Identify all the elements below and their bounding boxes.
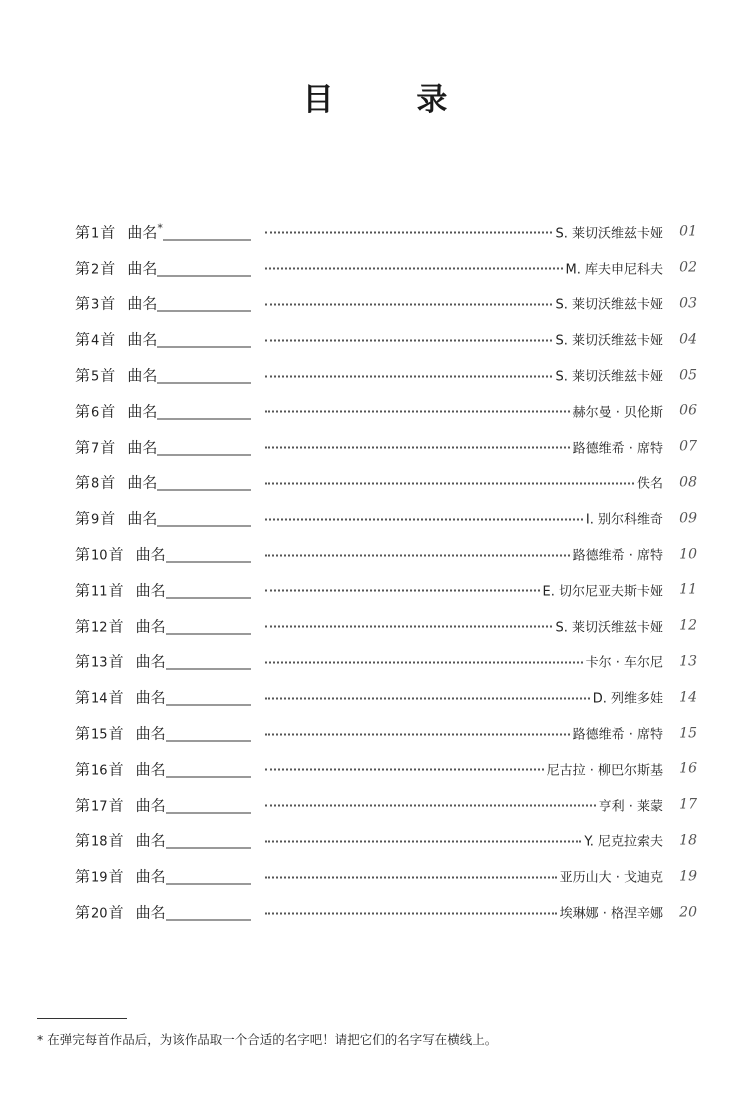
entry-label [75, 651, 251, 672]
composer-name: S. 莱切沃维兹卡娅 [555, 369, 663, 385]
composer-name: S. 莱切沃维兹卡娅 [555, 226, 663, 242]
entry-prefix: 第 [75, 581, 91, 600]
composer-name: Y. 尼克拉索夫 [584, 834, 663, 850]
dot-leader [265, 303, 552, 305]
page-number: 20 [679, 904, 697, 921]
entry-prefix: 第 [75, 796, 91, 815]
entry-suffix: 首 [108, 724, 124, 743]
title-write-in-line[interactable] [166, 764, 251, 777]
title-write-in-line[interactable] [157, 299, 251, 312]
entry-number: 14 [91, 691, 108, 707]
entry-name-label: 曲名 [135, 581, 166, 600]
entry-label [75, 579, 251, 600]
entry-label [75, 687, 251, 708]
entry-number: 18 [91, 834, 108, 850]
entry-prefix: 第 [75, 652, 91, 671]
entry-number: 15 [91, 727, 108, 743]
composer-name: 尼古拉 · 柳巴尔斯基 [546, 763, 663, 779]
page-number: 15 [679, 725, 697, 742]
toc-row[interactable] [75, 357, 697, 393]
entry-leader [265, 616, 697, 635]
entry-number: 20 [91, 906, 108, 922]
entry-suffix: 首 [100, 438, 116, 457]
composer-name: 亨利 · 莱蒙 [598, 799, 663, 815]
entry-label [75, 615, 251, 636]
entry-number: 10 [91, 548, 108, 564]
entry-label [75, 472, 251, 493]
entry-suffix: 首 [108, 796, 124, 815]
entry-leader [265, 688, 697, 707]
page-number: 10 [679, 546, 697, 563]
entry-leader [265, 545, 697, 564]
entry-leader [265, 795, 697, 814]
page-number: 06 [679, 402, 697, 419]
title-write-in-line[interactable] [166, 872, 251, 885]
title-write-in-line[interactable] [157, 478, 251, 491]
title-write-in-line[interactable] [166, 836, 251, 849]
composer-name: 路德维希 · 席特 [572, 441, 663, 457]
entry-suffix: 首 [100, 330, 116, 349]
entry-label [75, 365, 251, 386]
entry-label [75, 329, 251, 350]
toc-row[interactable] [75, 321, 697, 357]
entry-leader [265, 724, 697, 743]
entry-number: 2 [91, 262, 100, 278]
entry-leader [265, 473, 697, 492]
entry-suffix: 首 [108, 688, 124, 707]
title-write-in-line[interactable] [166, 908, 251, 921]
composer-name: 埃琳娜 · 格涅辛娜 [559, 906, 663, 922]
entry-number: 9 [91, 512, 100, 528]
entry-number: 12 [91, 620, 108, 636]
dot-leader [265, 268, 563, 270]
entry-label [75, 293, 251, 314]
dot-leader [265, 590, 540, 592]
entry-name-label: 曲名 [127, 294, 158, 313]
entry-label [75, 400, 251, 421]
composer-name: 佚名 [636, 476, 663, 492]
entry-label [75, 436, 251, 457]
composer-name: I. 别尔科维奇 [585, 512, 663, 528]
title-write-in-line[interactable] [166, 693, 251, 706]
entry-number: 1 [91, 226, 100, 242]
toc-row[interactable] [75, 715, 697, 751]
entry-name-label: 曲名 [127, 223, 158, 242]
entry-suffix: 首 [100, 223, 116, 242]
entry-name-label: 曲名 [135, 903, 166, 922]
page-number: 17 [679, 796, 697, 813]
dot-leader [265, 375, 552, 377]
composer-name: S. 莱切沃维兹卡娅 [555, 297, 663, 313]
entry-number: 13 [91, 655, 108, 671]
footnote-marker: * [157, 221, 163, 235]
entry-number: 17 [91, 799, 108, 815]
entry-prefix: 第 [75, 330, 91, 349]
entry-suffix: 首 [108, 617, 124, 636]
entry-prefix: 第 [75, 724, 91, 743]
entry-leader [265, 903, 697, 922]
entry-label [75, 723, 251, 744]
composer-name: 路德维希 · 席特 [572, 727, 663, 743]
entry-name-label: 曲名 [127, 259, 158, 278]
dot-leader [265, 554, 570, 556]
title-write-in-line[interactable] [166, 657, 251, 670]
entry-name-label: 曲名 [135, 688, 166, 707]
entry-number: 5 [91, 369, 100, 385]
page-number: 03 [679, 295, 697, 312]
entry-name-label: 曲名 [127, 402, 158, 421]
entry-prefix: 第 [75, 259, 91, 278]
toc-row[interactable] [75, 500, 697, 536]
title-write-in-line[interactable] [166, 729, 251, 742]
entry-leader [265, 330, 697, 349]
composer-name: 亚历山大 · 戈迪克 [559, 870, 663, 886]
entry-name-label: 曲名 [127, 509, 158, 528]
dot-leader [265, 697, 590, 699]
page-number: 18 [679, 832, 697, 849]
dot-leader [265, 840, 581, 842]
entry-prefix: 第 [75, 867, 91, 886]
entry-name-label: 曲名 [135, 867, 166, 886]
title-write-in-line[interactable] [157, 263, 251, 276]
page-number: 13 [679, 653, 697, 670]
entry-number: 7 [91, 441, 100, 457]
entry-name-label: 曲名 [135, 617, 166, 636]
entry-prefix: 第 [75, 545, 91, 564]
entry-prefix: 第 [75, 473, 91, 492]
entry-label [75, 902, 251, 923]
entry-suffix: 首 [100, 509, 116, 528]
entry-leader [265, 867, 697, 886]
dot-leader [265, 733, 570, 735]
entry-label [75, 257, 251, 278]
entry-name-label: 曲名 [135, 760, 166, 779]
table-of-contents [75, 214, 697, 930]
entry-name-label: 曲名 [135, 545, 166, 564]
entry-suffix: 首 [100, 473, 116, 492]
entry-suffix: 首 [108, 760, 124, 779]
toc-row[interactable] [75, 751, 697, 787]
entry-name-label: 曲名 [135, 724, 166, 743]
toc-row[interactable] [75, 536, 697, 572]
entry-number: 3 [91, 297, 100, 313]
dot-leader [265, 447, 570, 449]
entry-number: 19 [91, 870, 108, 886]
entry-number: 4 [91, 333, 100, 349]
page-number: 11 [679, 581, 697, 598]
toc-row[interactable] [75, 858, 697, 894]
dot-leader [265, 626, 552, 628]
entry-prefix: 第 [75, 294, 91, 313]
entry-prefix: 第 [75, 223, 91, 242]
dot-leader [265, 876, 557, 878]
toc-row[interactable] [75, 214, 697, 250]
composer-name: E. 切尔尼亚夫斯卡娅 [542, 584, 663, 600]
composer-name: 卡尔 · 车尔尼 [585, 655, 663, 671]
entry-name-label: 曲名 [127, 473, 158, 492]
dot-leader [265, 912, 557, 914]
entry-suffix: 首 [100, 366, 116, 385]
dot-leader [265, 518, 583, 520]
footnote: * 在弹完每首作品后，为该作品取一个合适的名字吧！请把它们的名字写在横线上。 [37, 1032, 498, 1047]
page-number: 12 [679, 617, 697, 634]
entry-name-label: 曲名 [127, 438, 158, 457]
entry-label [75, 544, 251, 565]
toc-row[interactable] [75, 286, 697, 322]
toc-row[interactable] [75, 393, 697, 429]
title-write-in-line[interactable] [166, 585, 251, 598]
entry-label [75, 758, 251, 779]
entry-number: 6 [91, 405, 100, 421]
entry-prefix: 第 [75, 903, 91, 922]
entry-prefix: 第 [75, 760, 91, 779]
entry-prefix: 第 [75, 831, 91, 850]
dot-leader [265, 661, 583, 663]
entry-leader [265, 437, 697, 456]
title-write-in-line[interactable] [157, 406, 251, 419]
entry-name-label: 曲名 [127, 366, 158, 385]
composer-name: M. 库夫申尼科夫 [565, 262, 663, 278]
toc-row[interactable] [75, 787, 697, 823]
entry-prefix: 第 [75, 438, 91, 457]
entry-label [75, 830, 251, 851]
toc-row[interactable] [75, 250, 697, 286]
page-number: 02 [679, 259, 697, 276]
entry-suffix: 首 [108, 903, 124, 922]
dot-leader [265, 232, 552, 234]
composer-name: S. 莱切沃维兹卡娅 [555, 620, 663, 636]
entry-number: 8 [91, 476, 100, 492]
entry-leader [265, 652, 697, 671]
entry-leader [265, 258, 697, 277]
entry-leader [265, 580, 697, 599]
entry-prefix: 第 [75, 509, 91, 528]
page-number: 14 [679, 689, 697, 706]
entry-prefix: 第 [75, 366, 91, 385]
page-number: 05 [679, 367, 697, 384]
toc-row[interactable] [75, 429, 697, 465]
page-number: 19 [679, 868, 697, 885]
entry-label [75, 221, 251, 242]
entry-name-label: 曲名 [135, 831, 166, 850]
title-write-in-line[interactable] [157, 514, 251, 527]
title-write-in-line[interactable] [163, 227, 251, 240]
entry-suffix: 首 [108, 831, 124, 850]
entry-number: 16 [91, 763, 108, 779]
entry-leader [265, 759, 697, 778]
entry-prefix: 第 [75, 402, 91, 421]
entry-name-label: 曲名 [135, 796, 166, 815]
entry-prefix: 第 [75, 688, 91, 707]
entry-name-label: 曲名 [127, 330, 158, 349]
composer-name: 赫尔曼 · 贝伦斯 [572, 405, 663, 421]
entry-name-label: 曲名 [135, 652, 166, 671]
composer-name: D. 列维多娃 [592, 691, 663, 707]
title-write-in-line[interactable] [166, 621, 251, 634]
entry-suffix: 首 [100, 294, 116, 313]
toc-row[interactable] [75, 679, 697, 715]
entry-label [75, 508, 251, 529]
entry-number: 11 [91, 584, 108, 600]
toc-row[interactable] [75, 644, 697, 680]
entry-suffix: 首 [108, 581, 124, 600]
entry-label [75, 794, 251, 815]
toc-row[interactable] [75, 823, 697, 859]
dot-leader [265, 482, 634, 484]
page-number: 08 [679, 474, 697, 491]
footnote-rule [37, 1018, 127, 1019]
entry-label [75, 866, 251, 887]
title-write-in-line[interactable] [157, 442, 251, 455]
entry-suffix: 首 [100, 259, 116, 278]
dot-leader [265, 805, 596, 807]
toc-row[interactable] [75, 465, 697, 501]
dot-leader [265, 411, 570, 413]
entry-leader [265, 401, 697, 420]
title-write-in-line[interactable] [157, 371, 251, 384]
title-write-in-line[interactable] [157, 335, 251, 348]
page-number: 07 [679, 438, 697, 455]
composer-name: S. 莱切沃维兹卡娅 [555, 333, 663, 349]
entry-suffix: 首 [100, 402, 116, 421]
entry-suffix: 首 [108, 545, 124, 564]
dot-leader [265, 769, 544, 771]
entry-suffix: 首 [108, 867, 124, 886]
page-number: 16 [679, 760, 697, 777]
entry-leader [265, 366, 697, 385]
page-title: 目 录 [302, 82, 484, 118]
entry-leader [265, 509, 697, 528]
entry-suffix: 首 [108, 652, 124, 671]
page-number: 01 [679, 223, 697, 240]
toc-row[interactable] [75, 572, 697, 608]
toc-row[interactable] [75, 608, 697, 644]
entry-leader [265, 831, 697, 850]
title-write-in-line[interactable] [166, 800, 251, 813]
page-number: 04 [679, 331, 697, 348]
composer-name: 路德维希 · 席特 [572, 548, 663, 564]
entry-leader [265, 222, 697, 241]
page-number: 09 [679, 510, 697, 527]
toc-row[interactable] [75, 894, 697, 930]
dot-leader [265, 339, 552, 341]
title-write-in-line[interactable] [166, 550, 251, 563]
entry-leader [265, 294, 697, 313]
entry-prefix: 第 [75, 617, 91, 636]
